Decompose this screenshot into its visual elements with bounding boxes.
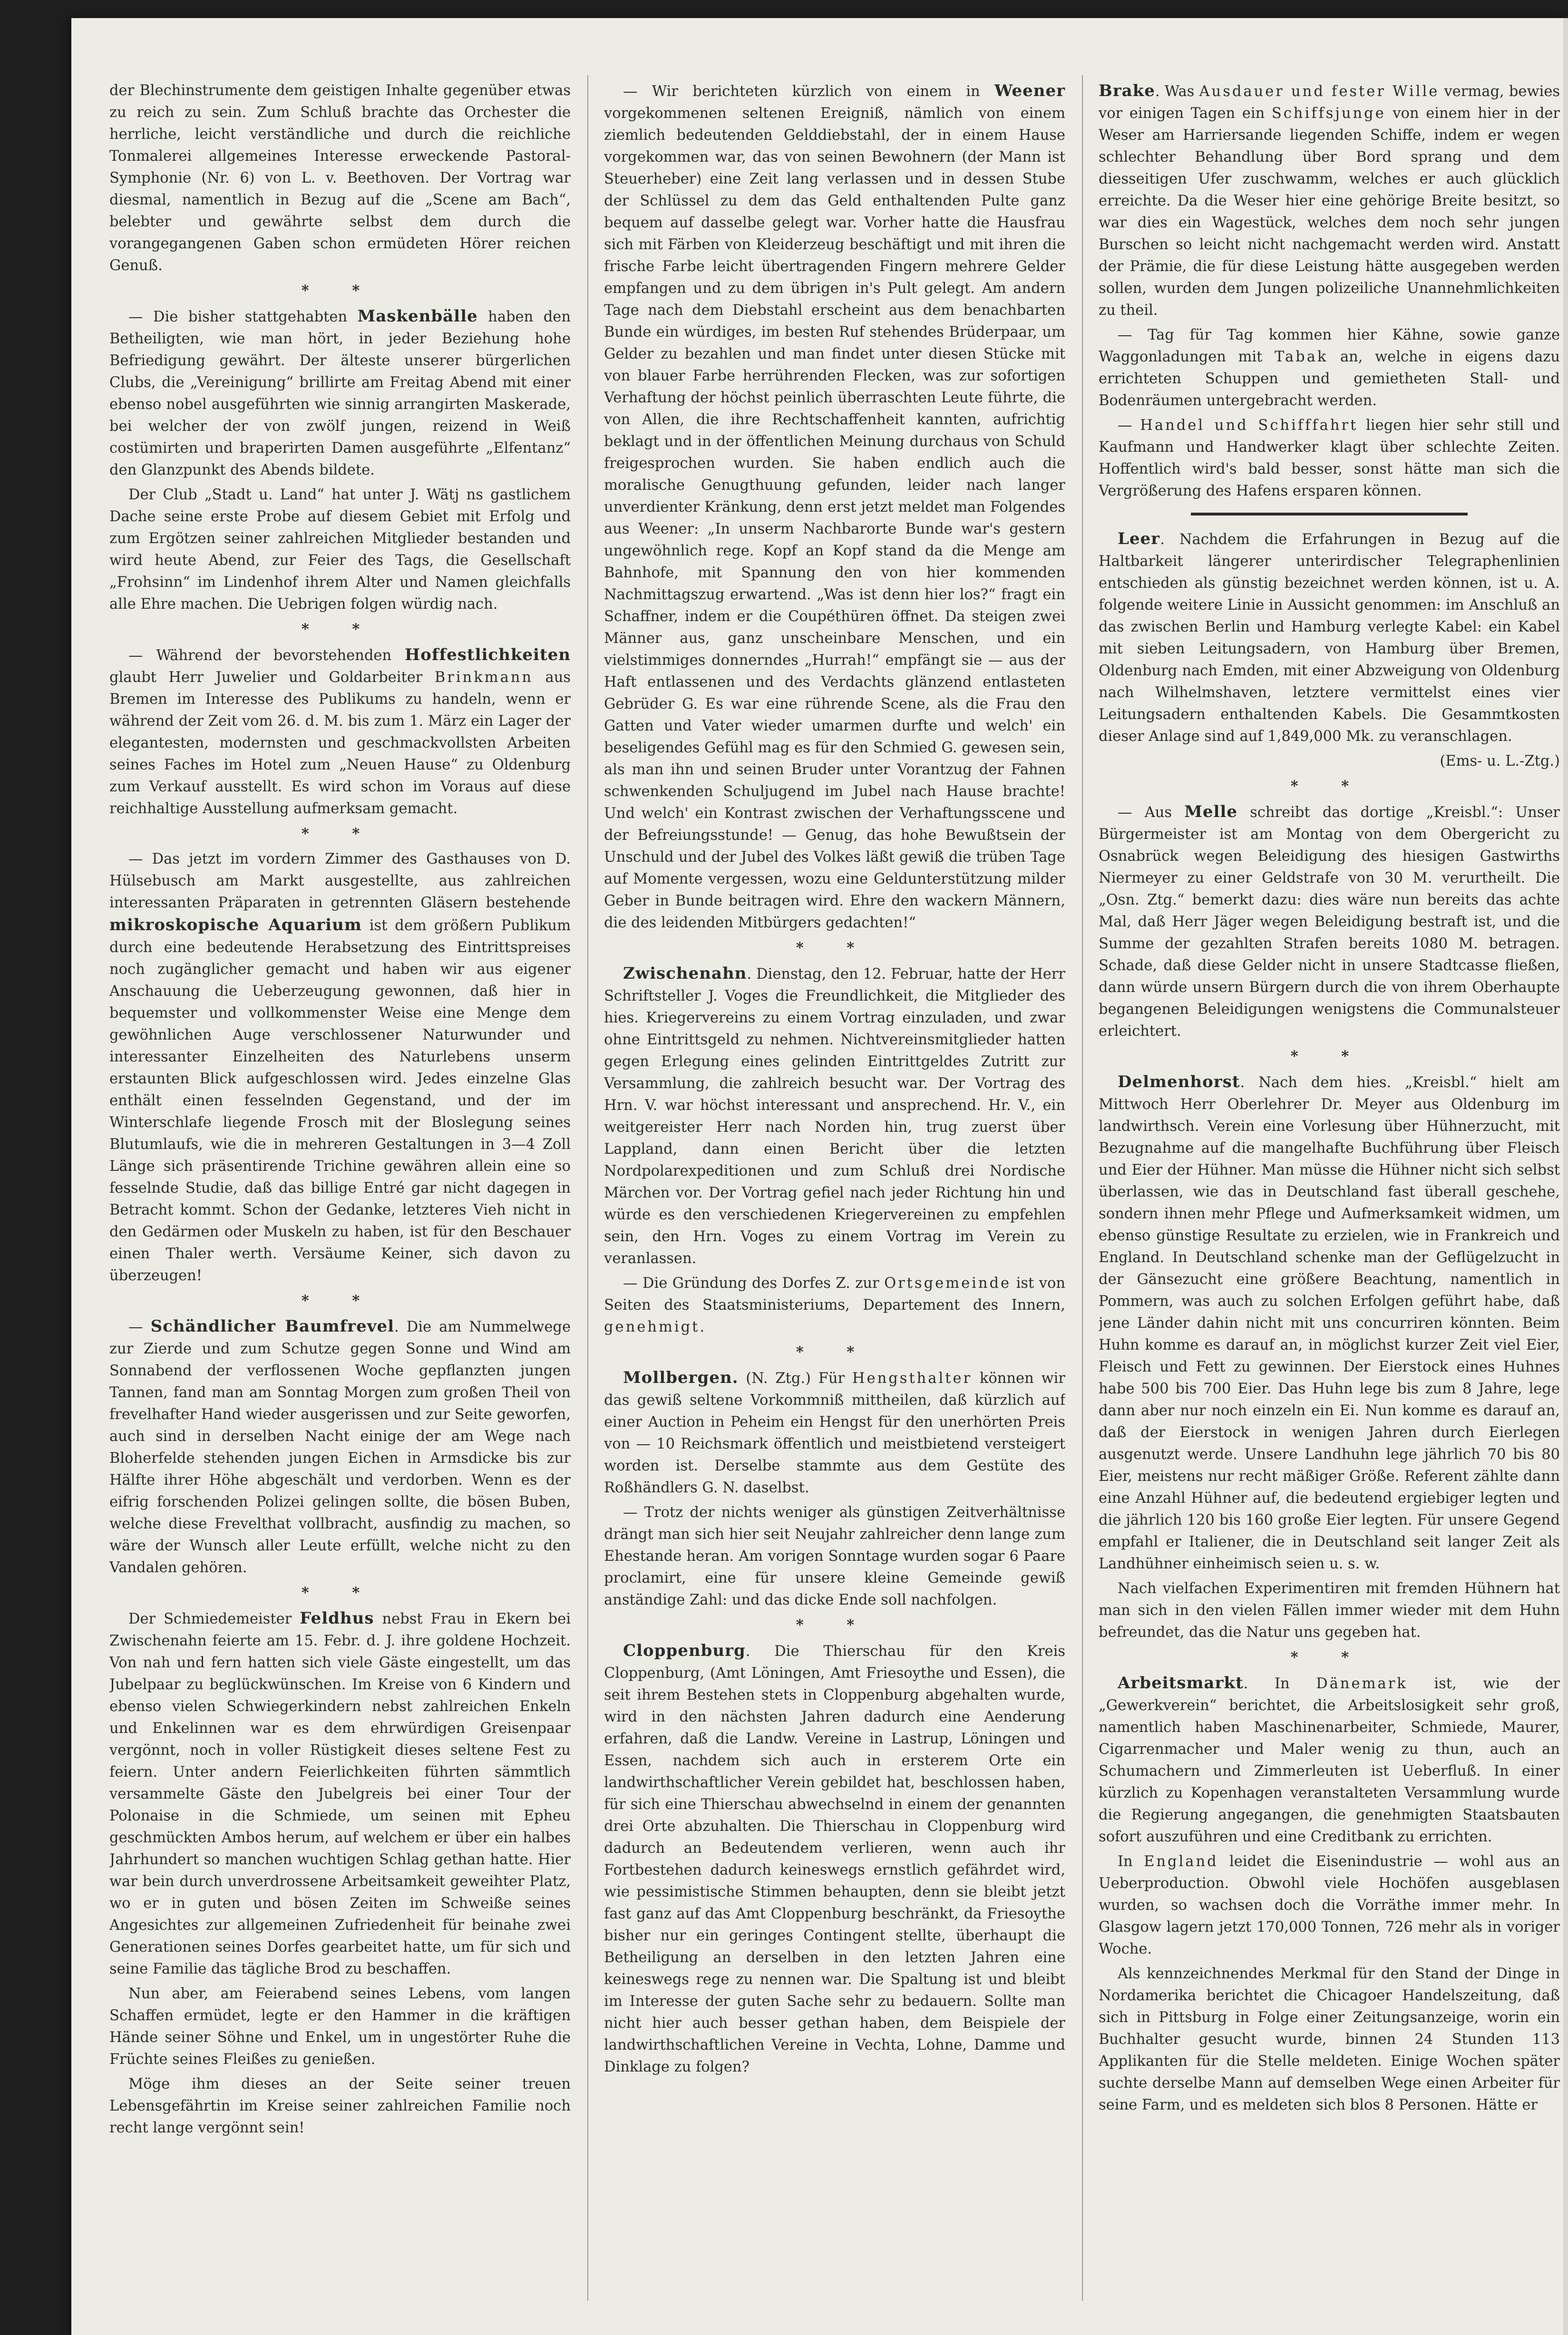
article-keyword: Leer xyxy=(1118,529,1160,548)
section-separator: * * xyxy=(796,1616,874,1634)
article-paragraph xyxy=(1099,324,1560,412)
article-paragraph xyxy=(604,963,1065,1270)
text-run: Nun aber, am Feierabend seines Lebens, vom langen Schaffen ermüdet, legte er den Hammer in die kräftigen Hände seiner Söhne und Enkel, um in ungestörter Ruhe die Früchte seines Fleißes zu genießen. xyxy=(109,1985,571,2068)
text-run: — Die bisher stattgehabten xyxy=(128,309,358,325)
text-run: können wir das gewiß seltene Vorkommniß mittheilen, daß kürzlich auf einer Auction in Peheim ein Hengst für den unerhörten Preis von — 10 Reichsmark öffentlich und meistbietend versteigert worden ist. Derselbe stammte aus dem Gestüte des Roßhändlers G. N. daselbst. xyxy=(604,1370,1065,1496)
page-edge xyxy=(1563,18,1568,2335)
article-paragraph xyxy=(109,1983,571,2071)
source-credit: (Ems- u. L.-Ztg.) xyxy=(1440,753,1560,769)
article-keyword: Arbeitsmarkt xyxy=(1118,1673,1244,1693)
text-run: glaubt Herr Juwelier und Goldarbeiter xyxy=(109,669,435,686)
article-keyword: Weener xyxy=(994,81,1065,100)
article-paragraph xyxy=(1099,80,1560,321)
text-run: schreibt das dortige „Kreisbl.“: Unser Bürgermeister ist am Montag von dem Obergericht zu Osnabrück wegen Beleidigung des hiesigen Gastwirths Niermeyer zu einer Geldstrafe von 30 M. verurtheilt. Die „Osn. Ztg.“ bemerkt dazu: dies wäre nun bereits das achte Mal, daß Herr Jäger wegen Beleidigung bestraft ist, und die Summe der gezahlten Strafen bereits 1080 M. betragen. Schade, daß diese Gelder nicht in unsere Stadtcasse fließen, dann würde unsern Bürgern durch die von ihrem Oberhaupte begangenen Beleidigungen wenigstens die Communalsteuer erleichtert. xyxy=(1099,804,1560,1040)
column-middle xyxy=(604,80,1065,2291)
text-run: . Nach dem hies. „Kreisbl.“ hielt am Mittwoch Herr Oberlehrer Dr. Meyer aus Oldenburg im landwirthsch. Verein eine Vorlesung über Hühnerzucht, mit Bezugnahme auf die mangelhafte Buchführung über Fleisch und Eier der Hühner. Man müsse die Hühner nicht sich selbst überlassen, wie das in Deutschland fast überall geschehe, sondern ihnen mehr Pflege und Aufmerksamkeit widmen, um ebenso günstige Resultate zu erzielen, wie in Frankreich und England. In Deutschland schenke man der Geflügelzucht in der Gänsezucht eine größere Beachtung, namentlich in Pommern, was auch zu solchen Erfolgen geführt habe, daß jene Länder dahin nicht mit uns concurriren könnten. Beim Huhn komme es darauf an, in möglichst kurzer Zeit viel Eier, Fleisch und Fett zu gewinnen. Der Eierstock eines Huhnes habe 500 bis 700 Eier. Das Huhn lege bis zum 8 Jahre, lege dann aber nur noch einzeln ein Ei. Nun komme es darauf an, daß der Eierstock in wenigen Jahren durch Eierlegen ausgenutzt werde. Unsere Landhuhn lege jährlich 70 bis 80 Eier, meistens nur recht mäßiger Größe. Referent zählte dann eine Anzahl Hühner auf, die bedeutend ergiebiger legten und die jährlich 120 bis 160 große Eier legten. Für unsere Gegend empfahl er Italiener, die in Deutschland seit langer Zeit als Landhühner einheimisch seien u. s. w. xyxy=(1099,1074,1560,1572)
text-run: aus Bremen im Interesse des Publikums zu handeln, wenn er während der Zeit vom 26. d. M. bis zum 1. März ein Lager der elegantesten, modernsten und geschmackvollsten Arbeiten seines Faches im Hotel zum „Neuen Hause“ zu Oldenburg zum Verkauf ausstellt. Es wird schon im Voraus auf diese reichhaltige Ausstellung aufmerksam gemacht. xyxy=(109,669,571,817)
text-run: von einem hier in der Weser am Harriersande liegenden Schiffe, indem er wegen schlechter Behandlung über Bord sprang und dem diesseitigen Ufer zuschwamm, welches er auch glücklich erreichte. Da die Weser hier eine gehörige Breite besitzt, so war dies ein Wagestück, welches dem noch sehr jungen Burschen so leicht nicht nachgemacht werden wird. Anstatt der Prämie, die für diese Leistung hätte ausgegeben werden sollen, wurden dem Jungen polizeiliche Unannehmlichkeiten zu theil. xyxy=(1099,105,1560,319)
article-paragraph xyxy=(109,305,571,481)
article-keyword: Schändlicher Baumfrevel xyxy=(150,1317,395,1336)
section-separator: * * xyxy=(1290,1048,1368,1065)
section-rule xyxy=(1191,513,1468,516)
text-run: Der Club „Stadt u. Land“ hat unter J. Wätj ns gastlichem Dache seine erste Probe auf diesem Gebiet mit Erfolg und zum Ergötzen seiner zahlreichen Mitglieder bestanden und wird heute Abend, zur Feier des Tags, die Gesellschaft „Frohsinn“ im Lindenhof ihrem Alter und Namen gleichfalls alle Ehre machen. Die Uebrigen folgen würdig nach. xyxy=(109,486,571,613)
article-paragraph xyxy=(109,1607,571,1980)
section-separator: * * xyxy=(796,1343,874,1361)
text-run: der Blechinstrumente dem geistigen Inhalte gegenüber etwas zu reich zu sein. Zum Schluß brachte das Orchester die herrliche, leicht verständliche und durch die reichliche Tonmalerei allgemeines Interesse erweckende Pastoral-Symphonie (Nr. 6) von L. v. Beethoven. Der Vortrag war diesmal, namentlich in Bezug auf die „Scene am Bach“, belebter und gewährte selbst dem durch die vorangegangenen Gaben schon ermüdeten Hörer reichen Genuß. xyxy=(109,82,571,274)
text-run: leidet die Eisenindustrie — wohl aus an Ueberproduction. Obwohl viele Hochöfen ausgeblasen wurden, so wachsen doch die Vorräthe immer mehr. In Glasgow lagern jetzt 170,000 Tonnen, 726 mehr als in voriger Woche. xyxy=(1099,1853,1560,1957)
article-paragraph xyxy=(604,1640,1065,2078)
article-paragraph xyxy=(109,848,571,1287)
column-left xyxy=(109,80,571,2291)
text-run: Nach vielfachen Experimentiren mit fremden Hühnern hat man sich in den vielen Fällen immer wieder mit dem Huhn befreundet, das die Natur uns gegeben hat. xyxy=(1099,1580,1560,1641)
article-paragraph xyxy=(109,80,571,277)
spaced-emphasis: Handel und Schifffahrt xyxy=(1140,417,1358,434)
text-run: . In xyxy=(1243,1675,1316,1692)
article-paragraph xyxy=(109,644,571,820)
article-paragraph xyxy=(604,1502,1065,1611)
article-paragraph xyxy=(1099,1672,1560,1848)
section-separator: * * xyxy=(301,825,379,842)
text-run: liegen hier sehr still und Kaufmann und Handwerker klagt über schlechte Zeiten. Hoffentlich wird's bald besser, sonst hätte man sich die Vergrößerung des Hafens ersparen können. xyxy=(1099,417,1560,499)
article-keyword: Zwischenahn xyxy=(623,964,747,983)
text-run: . Was xyxy=(1155,83,1199,100)
article-paragraph xyxy=(109,2073,571,2139)
text-run: — Trotz der nichts weniger als günstigen Zeitverhältnisse drängt man sich hier seit Neujahr zahlreicher denn lange zum Ehestande heran. Am vorigen Sonntage wurden sogar 6 Paare proclamirt, eine für unsere kleine Gemeinde gewiß anständige Zahl: und das dicke Ende soll nachfolgen. xyxy=(604,1504,1065,1608)
article-keyword: Hoffestlichkeiten xyxy=(405,645,571,664)
article-keyword: Mollbergen. xyxy=(623,1368,739,1387)
article-paragraph xyxy=(1099,801,1560,1042)
article-paragraph xyxy=(109,484,571,615)
text-run: ist, wie der „Gewerkverein“ berichtet, die Arbeitslosigkeit sehr groß, namentlich haben Maschinenarbeiter, Schmiede, Maurer, Cigarrenmacher und Maler wenig zu thun, auch an Schumachern und Zimmerleuten ist Ueberfluß. In einer kürzlich zu Kopenhagen veranstalteten Versammlung wurde die Regierung angegangen, die genehmigten Staatsbauten sofort auszuführen und eine Creditbank zu errichten. xyxy=(1099,1675,1560,1845)
text-run: Möge ihm dieses an der Seite seiner treuen Lebensgefährtin im Kreise seiner zahlreichen Familie noch recht lange vergönnt sein! xyxy=(109,2076,571,2136)
article-paragraph xyxy=(604,80,1065,934)
article-paragraph xyxy=(109,1315,571,1579)
text-run: — Das jetzt im vordern Zimmer des Gasthauses von D. Hülsebusch am Markt ausgestellte, aus zahlreichen interessanten Präparaten in getrennten Gläsern bestehende xyxy=(109,851,571,911)
text-run: — xyxy=(128,1319,151,1335)
text-run: . Nachdem die Erfahrungen in Bezug auf die Haltbarkeit längerer unterirdischer Telegraphenlinien entschieden als günstig bezeichnet werden können, ist u. A. folgende weitere Linie in Aussicht genommen: im Anschluß an das zwischen Berlin und Hamburg verlegte Kabel: ein Kabel mit sieben Leitungsadern, von Hamburg über Bremen, Oldenburg nach Emden, mit einer Abzweigung von Oldenburg nach Wilhelmshaven, letztere vermittelst eines vier Leitungsadern enthaltenden Kabels. Die Gesammtkosten dieser Anlage sind auf 1,849,000 Mk. zu veranschlagen. xyxy=(1099,531,1560,745)
spaced-emphasis: England xyxy=(1144,1853,1218,1870)
article-paragraph xyxy=(1099,1071,1560,1575)
text-run: Als kennzeichnendes Merkmal für den Stand der Dinge in Nordamerika berichtet die Chicagoer Handelszeitung, daß sich in Pittsburg in Folge einer Zeitungsanzeige, worin ein Buchhalter gesucht wurde, binnen 24 Stunden 113 Applikanten für die Stelle meldeten. Einige Wochen später suchte derselbe Mann auf demselben Wege einen Arbeiter für seine Farm, und es meldeten sich blos 8 Personen. Hätte er xyxy=(1099,1965,1560,2113)
section-separator: * * xyxy=(301,282,379,299)
text-run: — Wir berichteten kürzlich von einem in xyxy=(623,83,995,100)
newspaper-page xyxy=(71,18,1568,2335)
text-run: — Während der bevorstehenden xyxy=(128,647,405,664)
text-run: — Tag für Tag kommen hier Kähne, sowie ganze Waggonladungen mit xyxy=(1099,327,1560,365)
article-paragraph xyxy=(604,1367,1065,1499)
text-run: vermag, bewies vor einigen Tagen ein xyxy=(1099,83,1560,122)
article-keyword: Melle xyxy=(1184,802,1237,821)
article-paragraph xyxy=(1099,1851,1560,1960)
text-run: . Die am Nummelwege zur Zierde und zum Schutze gegen Sonne und Wind am Sonnabend der verflossenen Woche gepflanzten jungen Tannen, fand man am Sonntag Morgen zum großen Theil von frevelhafter Hand wieder ausgerissen und zur Seite geworfen, auch sind in derselben Nacht einige der am Wege nach Bloherfelde stehenden jungen Eichen in Armsdicke bis zur Hälfte ihrer Höhe abgeschält und verdorben. Wenn es der eifrig forschenden Polizei gelingen sollte, die bösen Buben, welche diese Frevelthat vollbracht, ausfindig zu machen, so wäre der Wunsch aller Leute erfüllt, welche nicht zu den Vandalen gehören. xyxy=(109,1319,571,1576)
article-paragraph xyxy=(1099,1578,1560,1644)
spaced-emphasis: Schiffsjunge xyxy=(1271,105,1386,122)
spaced-emphasis: genehmigt xyxy=(604,1319,700,1335)
article-paragraph xyxy=(1099,528,1560,748)
article-keyword: Delmenhorst xyxy=(1118,1072,1240,1091)
text-run: In xyxy=(1118,1853,1144,1870)
text-run: nebst Frau in Ekern bei Zwischenahn feierte am 15. Febr. d. J. ihre goldene Hochzeit. Von nah und fern hatten sich viele Gäste eingestellt, um das Jubelpaar zu beglückwünschen. Im Kreise von 6 Kindern und ebenso vielen Schwiegerkindern nebst zahlreichen Enkeln und Enkelinnen war es dem ehrwürdigen Greisenpaar vergönnt, noch in voller Rüstigkeit dieses seltene Fest zu feiern. Unter andern Feierlichkeiten führten sämmtlich versammelte Gäste den Jubelgreis bei einer Tour der Polonaise in die Schmiede, um seinen mit Epheu geschmückten Ambos herum, auf welchem er über ein halbes Jahrhundert so manchen wuchtigen Schlag gethan hatte. Hier war bein durch unverdrossene Arbeitsamkeit geweihter Platz, wo er in guten und bösen Zeiten im Schweiße seines Angesichtes zur allgemeinen Zufriedenheit für beinahe zwei Generationen seines Dorfes gearbeitet hatte, um für sich und seine Familie das tägliche Brod zu beschaffen. xyxy=(109,1611,571,1977)
text-run: (N. Ztg.) Für xyxy=(738,1370,852,1387)
text-run: — Die Gründung des Dorfes Z. zur xyxy=(623,1275,885,1292)
spaced-emphasis: Hengsthalter xyxy=(852,1370,973,1387)
section-separator: * * xyxy=(1290,778,1368,795)
text-run: ist von Seiten des Staatsministeriums, Departement des Innern, xyxy=(604,1275,1065,1313)
text-run: — xyxy=(1118,417,1140,434)
section-separator: * * xyxy=(1290,1649,1368,1666)
text-run: . Dienstag, den 12. Februar, hatte der Herr Schriftsteller J. Voges die Freundlichkeit, die Mitglieder des hies. Kriegervereins zu einem Vortrag einzuladen, und zwar ohne Eintrittsgeld zu nehmen. Nichtvereinsmitglieder hatten gegen Erlegung eines gelinden Eintrittgeldes Zutritt zur Versammlung, die zahlreich besucht war. Der Vortrag des Hrn. V. war höchst interessant und ansprechend. Hr. V., ein weitgereister Herr nach Norden hin, trug zuerst über Lappland, dann einen Bericht über die letzten Nordpolarexpeditionen und zum Schluß drei Nordische Märchen vor. Der Vortrag gefiel nach jeder Richtung hin und würde es den verschiedenen Kriegervereinen zu empfehlen sein, den Hrn. Voges zu einem Vortrag im Verein zu veranlassen. xyxy=(604,966,1065,1267)
article-keyword: Maskenbälle xyxy=(357,307,478,326)
article-keyword: Brake xyxy=(1099,81,1155,100)
text-run: ist dem größern Publikum durch eine bedeutende Herabsetzung des Eintrittspreises noch zugänglicher gemacht und haben wir aus eigener Anschauung die Ueberzeugung gewonnen, daß hier in bequemster und vollkommenster Weise eine Menge dem gewöhnlichen Auge verschlossener Naturwunder und interessanter Einzelheiten des Naturlebens unserm erstaunten Blick aufgeschlossen wird. Jedes einzelne Glas enthält einen fesselnden Gegenstand, und der im Winterschlafe liegende Frosch mit der Bloslegung seines Blutumlaufs, wie die in mehreren Gestaltungen in 3—4 Zoll Länge sich präsentirende Trichine gewähren allein eine so fesselnde Studie, daß das billige Entré gar nicht dagegen in Betracht kommt. Schon der Gedanke, letzteres Vieh nicht in den Gedärmen oder Muskeln zu haben, ist für den Beschauer einen Thaler werth. Versäume Keiner, sich davon zu überzeugen! xyxy=(109,917,571,1284)
article-paragraph xyxy=(1099,1963,1560,2116)
spaced-emphasis: Dänemark xyxy=(1316,1675,1408,1692)
text-run: Der Schmiedemeister xyxy=(128,1611,300,1627)
text-run: vorgekommenen seltenen Ereigniß, nämlich von einem ziemlich bedeutenden Gelddiebstahl, der in einem Hause vorgekommen war, das von seinen Bewohnern (der Mann ist Steuerheber) eine Zeit lang verlassen und in dessen Stube der Schlüssel zu dem das Geld enthaltenden Pulte ganz bequem auf dasselbe gelegt war. Vorher hatte die Hausfrau sich mit Färben von Kleiderzeug beschäftigt und mit ihren die frische Farbe leicht übertragenden Fingern mehrere Gelder empfangen und zu dem übrigen in's Pult gelegt. Am andern Tage nach dem Diebstahl erscheint aus dem benachbarten Bunde ein würdiges, im besten Ruf stehendes Brüderpaar, um Gelder zu bezahlen und man findet unter diesen Stücke mit von blauer Farbe herrührenden Flecken, was zur sofortigen Verhaftung der höchst peinlich überraschten Leute führte, die von Allen, die ihre Rechtschaffenheit kannten, aufrichtig beklagt und in der öffentlichen Meinung durchaus von Schuld freigesprochen wurden. Sie haben endlich auch die moralische Genugthuung gefunden, leider nach langer unverdienter Kränkung, denn erst jetzt meldet man Folgendes aus Weener: „In unserm Nachbarorte Bunde war's gestern ungewöhnlich rege. Kopf an Kopf stand da die Menge am Bahnhofe, mit Spannung den von hier kommenden Nachmittagszug erwartend. „Was ist denn hier los?“ fragt ein Schaffner, indem er die Coupéthüren öffnet. Da steigen zwei Männer aus, ganz unscheinbare Menschen, und ein vielstimmiges donnerndes „Hurrah!“ empfängt sie — aus der Haft entlassenen und des Verdachts glänzend entlasteten Gebrüder G. Es war eine rührende Scene, als die Frau den Gatten und Vater wieder umarmen durfte und welch' ein beseligendes Gefühl mag es für den Schmied G. gewesen sein, als man ihn und seinen Bruder unter Vorantzug der Fahnen schwenkenden Schuljugend im Jubel nach Hause brachte! Und welch' ein Kontrast zwischen der Verhaftungsscene und der Befreiungsstunde! — Genug, das hohe Bewußtsein der Unschuld und der Jubel des Volkes läßt gewiß die trüben Tage auf Momente vergessen, wozu eine Geldunterstützung milder Geber in Bunde beitragen wird. Ehre den wackern Männern, die des leidenden Mitbürgers gedachten!“ xyxy=(604,105,1065,931)
article-paragraph xyxy=(1099,415,1560,502)
spaced-emphasis: Ortsgemeinde xyxy=(884,1275,1012,1292)
spaced-emphasis: Brinkmann xyxy=(434,669,534,686)
article-paragraph xyxy=(604,1273,1065,1338)
section-separator: * * xyxy=(301,1292,379,1309)
section-separator: * * xyxy=(301,621,379,638)
spaced-emphasis: Ausdauer und fester Wille xyxy=(1199,83,1440,100)
text-run: haben den Betheiligten, wie man hört, in jeder Beziehung hohe Befriedigung gewährt. Der älteste unserer bürgerlichen Clubs, die „Vereinigung“ brillirte am Freitag Abend mit einer ebenso nobel ausgeführten wie sinnig arrangirten Maskerade, bei welcher der von zwölf jungen, reizend in Weiß costümirten und braperirten Damen ausgeführte „Elfentanz“ den Glanzpunkt des Abends bildete. xyxy=(109,309,571,478)
text-run: — Aus xyxy=(1118,804,1185,821)
column-divider xyxy=(587,75,588,2301)
article-keyword: Cloppenburg xyxy=(623,1641,746,1660)
section-separator: * * xyxy=(301,1584,379,1601)
text-run: . Die Thierschau für den Kreis Cloppenburg, (Amt Löningen, Amt Friesoythe und Essen), die seit ihrem Bestehen stets in Cloppenburg abgehalten wurde, wird in den nächsten Jahren dadurch eine Aenderung erfahren, daß die Landw. Vereine in Lastrup, Löningen und Essen, nachdem sich auch in ersterem Orte ein landwirthschaftlicher Verein gebildet hat, beschlossen haben, für sich eine Thierschau abwechselnd in einem der genannten drei Orte abzuhalten. Die Thierschau in Cloppenburg wird dadurch an Bedeutendem verlieren, wenn auch ihr Fortbestehen dadurch keineswegs ernstlich gefährdet wird, wie pessimistische Stimmen behaupten, denn sie bleibt jetzt fast ganz auf das Amt Cloppenburg beschränkt, da Friesoythe bisher nur ein geringes Contingent stellte, überhaupt die Betheiligung an derselben in den letzten Jahren eine keineswegs rege zu nennen war. Die Spaltung ist und bleibt im Interesse der guten Sache sehr zu bedauern. Sollte man nicht hier auch besser gethan haben, dem Beispiele der landwirthschaftlichen Vereine in Vechta, Lohne, Damme und Dinklage zu folgen? xyxy=(604,1643,1065,2075)
text-run: an, welche in eigens dazu errichteten Schuppen und gemietheten Stall- und Bodenräumen untergebracht werden. xyxy=(1099,349,1560,409)
column-divider xyxy=(1082,75,1083,2301)
text-run: . xyxy=(700,1319,705,1335)
column-right xyxy=(1099,80,1560,2291)
spaced-emphasis: Tabak xyxy=(1275,349,1328,365)
article-keyword: Feldhus xyxy=(300,1609,374,1628)
section-separator: * * xyxy=(796,939,874,956)
article-keyword: mikroskopische Aquarium xyxy=(109,915,362,934)
